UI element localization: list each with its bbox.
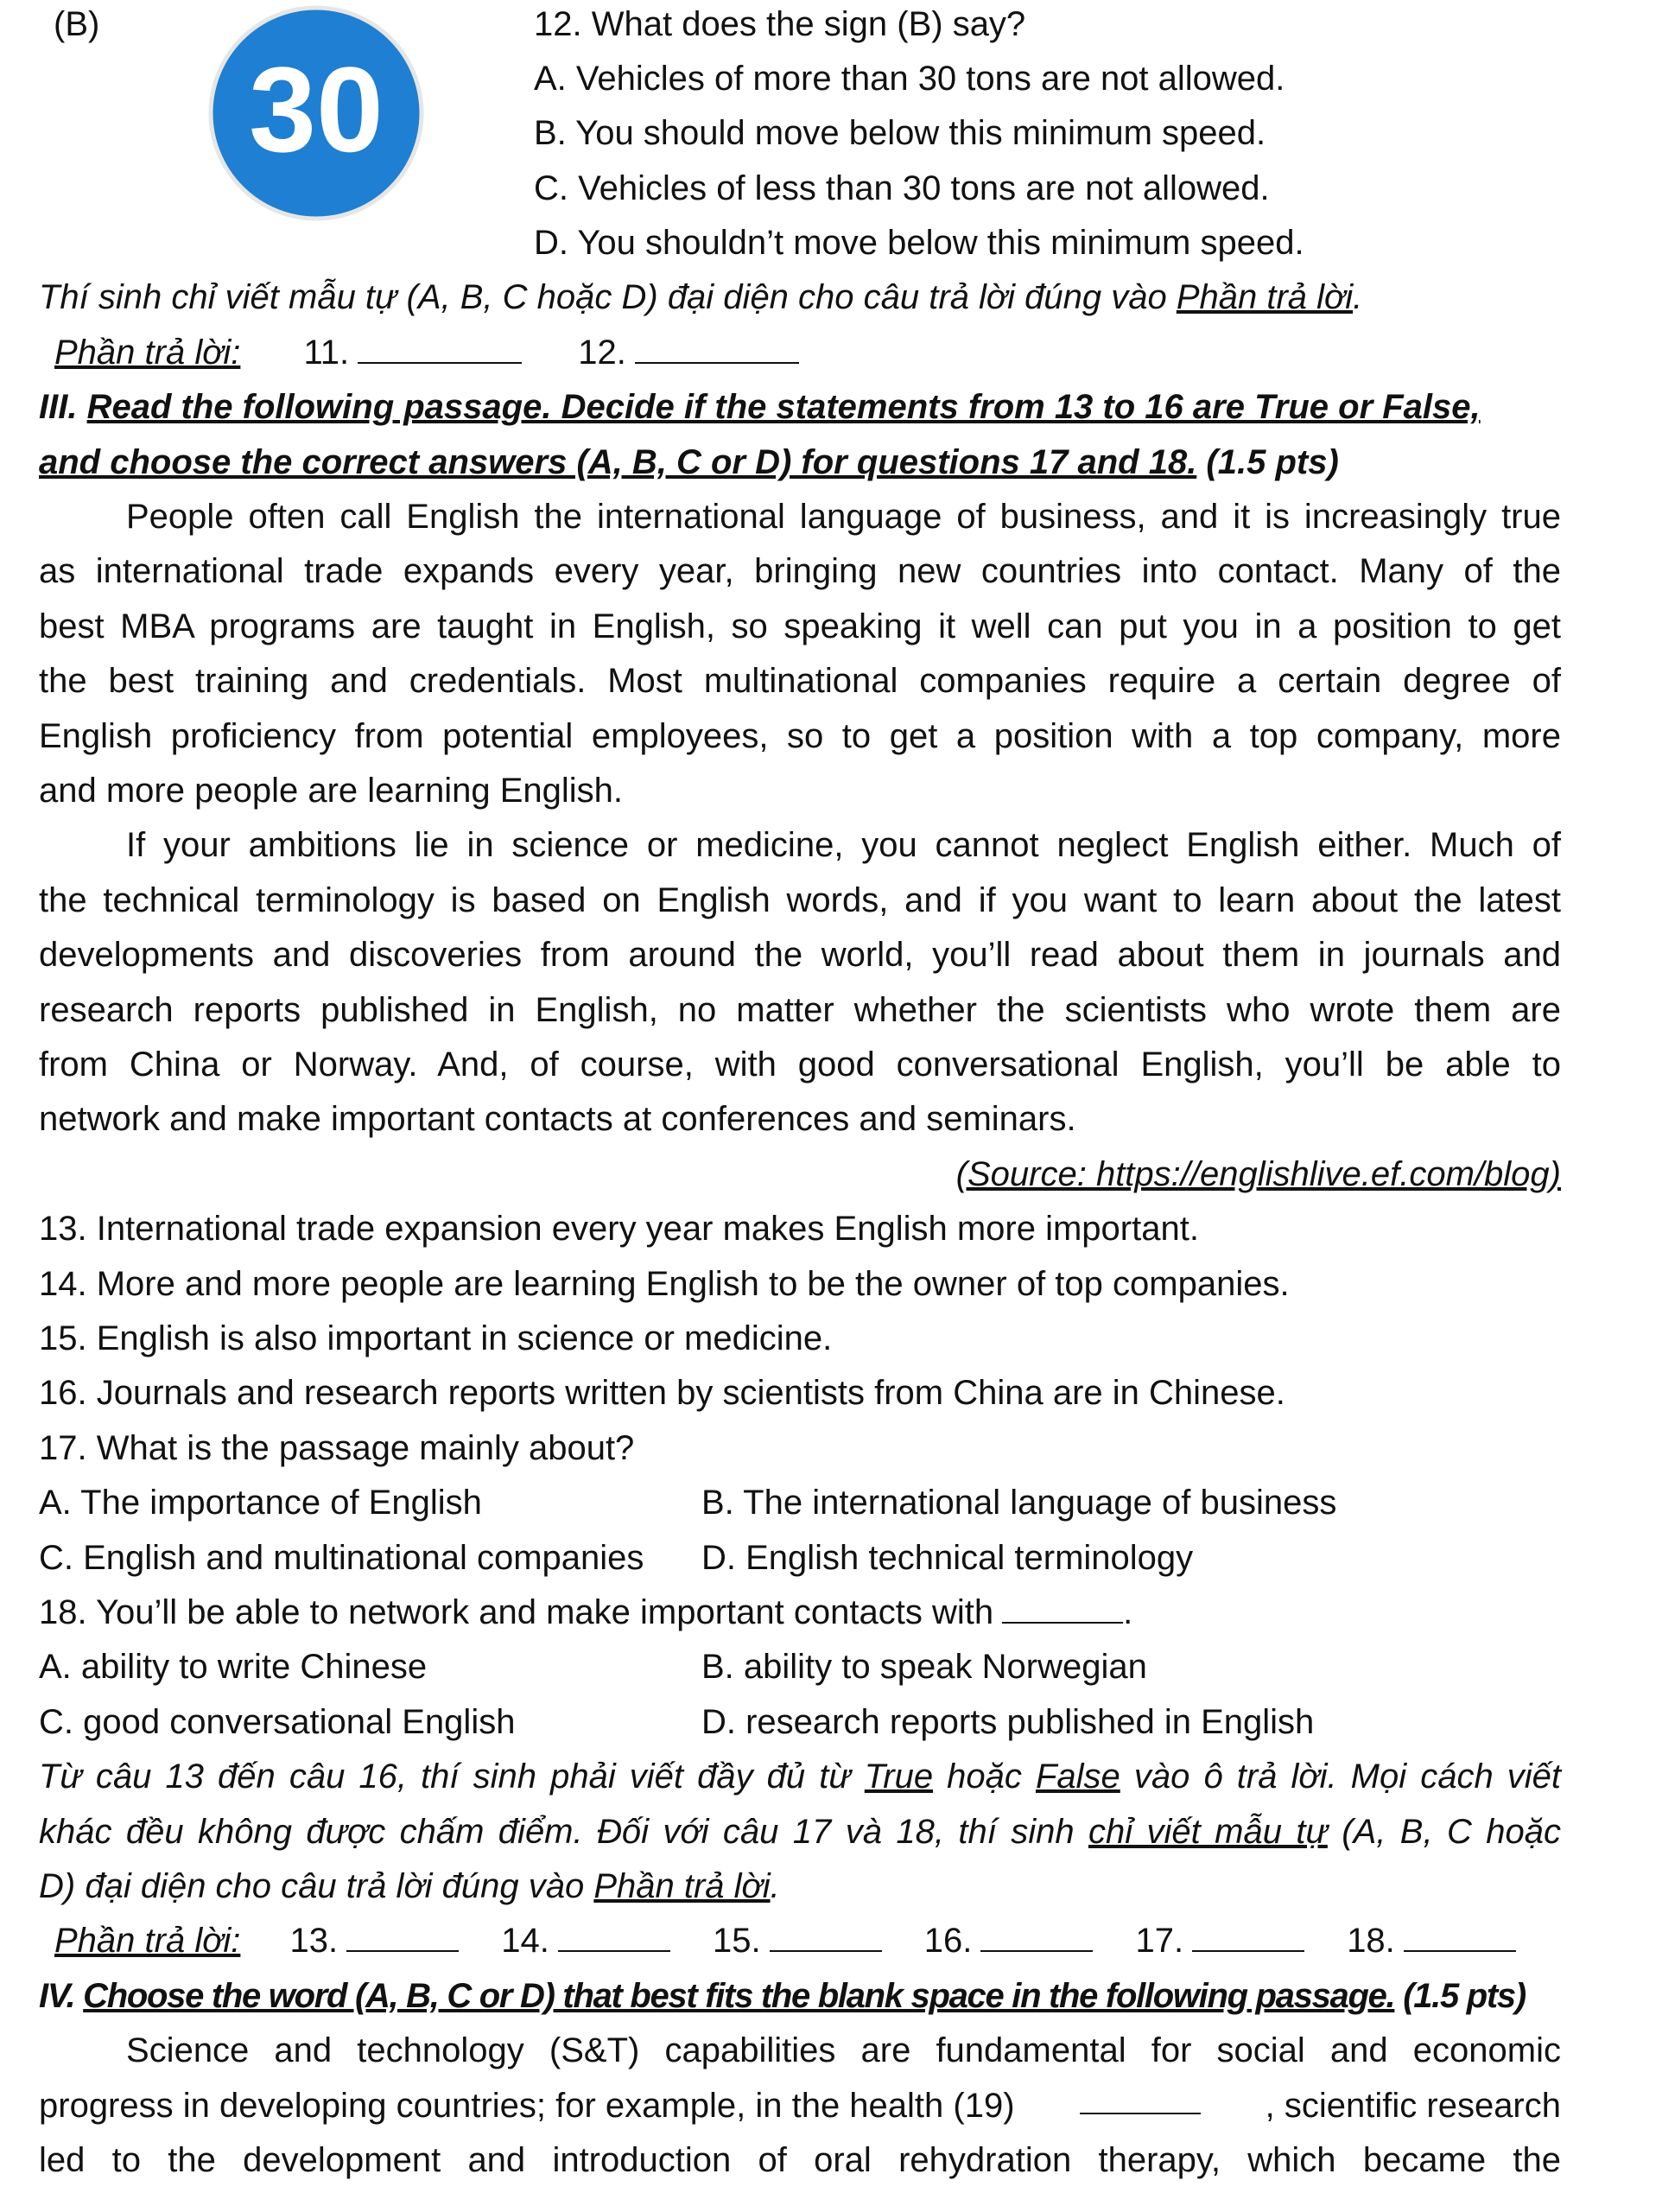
section-4-heading: IV. Choose the word (A, B, C or D) that best fits the blank space in the following passage. (1.5 pts) [39,1977,1526,2015]
q12-option-c: C. Vehicles of less than 30 tons are not allowed. [534,169,1270,207]
answer-16-blank[interactable] [980,1916,1093,1952]
answer-15-label: 15. [712,1922,761,1960]
passage-line: English proficiency from potential employees, so to get a position with a top company, more [39,717,1561,755]
statement-16: 16. Journals and research reports written by scientists from China are in Chinese. [39,1374,1285,1412]
answer-12-blank[interactable] [635,327,799,364]
q18-option-b: B. ability to speak Norwegian [701,1648,1147,1686]
answer-16-label: 16. [923,1922,973,1960]
q18-option-a: A. ability to write Chinese [39,1648,428,1686]
passage-line: developments and discoveries from around the world, you’ll read about them in journals and [39,936,1561,974]
answer-17-blank[interactable] [1192,1916,1304,1952]
statement-14: 14. More and more people are learning English to be the owner of top companies. [39,1265,1290,1303]
answer-15-blank[interactable] [770,1916,882,1952]
sign-number: 30 [249,41,384,177]
sign-label: (B) [54,5,100,43]
answer-13-blank[interactable] [346,1916,459,1952]
answer-11-blank[interactable] [358,327,522,364]
answer-label: Phần trả lời: [54,334,241,372]
passage-line: the best training and credentials. Most multinational companies require a certain degree of [39,662,1561,700]
answer-17-label: 17. [1135,1922,1184,1960]
q12-option-d: D. You shouldn’t move below this minimum speed. [534,224,1304,262]
q12-option-b: B. You should move below this minimum speed. [534,114,1266,152]
statement-13: 13. International trade expansion every year makes English more important. [39,1210,1199,1248]
instruction-true-false-line1: Từ câu 13 đến câu 16, thí sinh phải viết đầy đủ từ True hoặc False vào ô trả lời. Mọi cách viết [39,1758,1562,1796]
answer-14-blank[interactable] [558,1916,670,1952]
answer-row-2 [54,1913,1516,1968]
q17-option-a: A. The importance of English [39,1484,482,1522]
section-3-heading-line2: and choose the correct answers (A, B, C or D) for questions 17 and 18. (1.5 pts) [39,443,1339,481]
passage2-line: progress in developing countries; for example, in the health (19) , scientific research [39,2078,1561,2133]
answer-label: Phần trả lời: [54,1922,241,1960]
minimum-speed-sign-icon [207,4,425,222]
passage-line: from China or Norway. And, of course, with good conversational English, you’ll be able to [39,1046,1561,1084]
passage-line: network and make important contacts at conferences and seminars. [39,1100,1076,1138]
instruction-true-false-line3: D) đại diện cho câu trả lời đúng vào Phần trả lời. [39,1867,780,1905]
section-3-heading-line1: III. Read the following passage. Decide if the statements from 13 to 16 are True or False, [39,388,1481,426]
q18-blank [1002,1587,1123,1624]
q18-question: 18. You’ll be able to network and make important contacts with . [39,1585,1132,1640]
answer-13-label: 13. [289,1922,339,1960]
answer-12-label: 12. [578,334,626,372]
answer-18-blank[interactable] [1404,1916,1516,1952]
instruction-true-false-line2: khác đều không được chấm điểm. Đối với câu 17 và 18, thí sinh chỉ viết mẫu tự (A, B, C hoặc [39,1813,1561,1851]
passage-line: People often call English the international language of business, and it is increasingly true [126,498,1561,536]
q17-question: 17. What is the passage mainly about? [39,1429,635,1467]
passage-line: best MBA programs are taught in English, so speaking it well can put you in a position to get [39,607,1561,645]
passage2-line: led to the development and introduction of oral rehydration therapy, which became the [39,2141,1561,2179]
passage-line: research reports published in English, no matter whether the scientists who wrote them are [39,991,1561,1029]
q17-option-c: C. English and multinational companies [39,1539,644,1577]
passage-line: and more people are learning English. [39,772,623,810]
statement-15: 15. English is also important in science or medicine. [39,1319,833,1357]
q12-question: 12. What does the sign (B) say? [534,5,1026,43]
q17-option-d: D. English technical terminology [701,1539,1194,1577]
answer-row-1 [54,325,799,380]
q12-option-a: A. Vehicles of more than 30 tons are not allowed. [534,60,1285,98]
q18-option-d: D. research reports published in English [701,1703,1315,1741]
q17-option-b: B. The international language of business [701,1484,1337,1522]
passage-source: (Source: https://englishlive.ef.com/blog) [955,1155,1561,1193]
q18-option-c: C. good conversational English [39,1703,516,1741]
instruction-abcd: Thí sinh chỉ viết mẫu tự (A, B, C hoặc D) đại diện cho câu trả lời đúng vào Phần trả lời. [39,278,1363,316]
answer-11-label: 11. [303,334,350,372]
answer-14-label: 14. [501,1922,549,1960]
answer-18-label: 18. [1347,1922,1395,1960]
passage2-line: Science and technology (S&T) capabilities are fundamental for social and economic [126,2031,1561,2069]
passage-line: the technical terminology is based on English words, and if you want to learn about the latest [39,881,1561,919]
blank-19[interactable] [1080,2078,1201,2114]
passage-line: as international trade expands every year, bringing new countries into contact. Many of the [39,552,1561,590]
passage-line: If your ambitions lie in science or medicine, you cannot neglect English either. Much of [126,826,1561,864]
